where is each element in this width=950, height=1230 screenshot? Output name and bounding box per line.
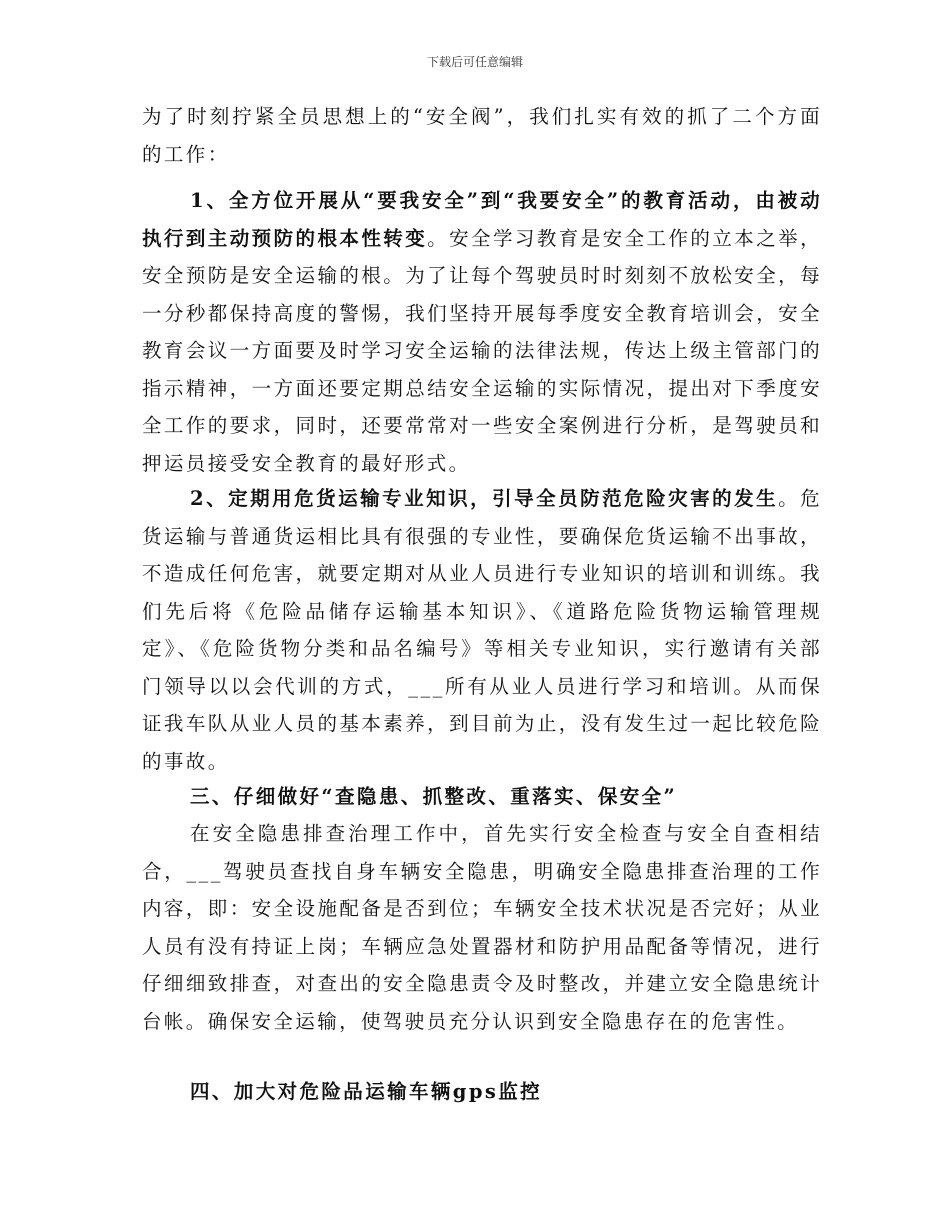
item2-paragraph	[142, 480, 822, 780]
page-header: 下载后可任意编辑	[426, 55, 523, 69]
item1-title-period: 。	[427, 226, 450, 250]
section3-heading: 三、仔细做好“查隐患、抓整改、重落实、保安全”	[190, 785, 678, 808]
item2-title: 2、定期用危货运输专业知识，引导全员防范危险灾害的发生	[190, 487, 779, 510]
item1-title: 1、全方位开展从“要我安全”到“我要安全”的教育活动，由被动执行到主动预防的根本性转变	[142, 189, 822, 250]
item1-paragraph	[142, 182, 822, 482]
item1-body: 安全学习教育是安全工作的立本之举，安全预防是安全运输的根。为了让每个驾驶员时时刻刻不放松安全，每一分秒都保持高度的警惕，我们坚持开展每季度安全教育培训会，安全教育会议一方面要及时学习安全运输的法律法规，传达上级主管部门的指示精神，一方面还要定期总结安全运输的实际情况，提出对下季度安全工作的要求，同时，还要常常对一些安全案例进行分析，是驾驶员和押运员接受安全教育的最好形式。	[142, 226, 822, 475]
section4-heading: 四、加大对危险品运输车辆gps监控	[190, 1080, 543, 1103]
section3-paragraph: 在安全隐患排查治理工作中，首先实行安全检查与安全自查相结合，___驾驶员查找自身车辆安全隐患，明确安全隐患排查治理的工作内容，即：安全设施配备是否到位；车辆安全技术状况是否完好；从业人员有没有持证上岗；车辆应急处置器材和防护用品配备等情况，进行仔细细致排查，对查出的安全隐患责令及时整改，并建立安全隐患统计台帐。确保安全运输，使驾驶员充分认识到安全隐患存在的危害性。	[142, 822, 822, 1033]
item2-body: 危货运输与普通货运相比具有很强的专业性，要确保危货运输不出事故，不造成任何危害，就要定期对从业人员进行专业知识的培训和训练。我们先后将《危险品储存运输基本知识》、《道路危险货物运输管理规定》、《危险货物分类和品名编号》等相关专业知识，实行邀请有关部门领导以以会代训的方式，___所有从业人员进行学习和培训。从而保证我车队从业人员的基本素养，到目前为止，没有发生过一起比较危险的事故。	[142, 487, 823, 773]
intro-paragraph: 为了时刻拧紧全员思想上的“安全阀”，我们扎实有效的抓了二个方面的工作：	[142, 105, 822, 166]
item2-title-period: 。	[778, 487, 801, 510]
